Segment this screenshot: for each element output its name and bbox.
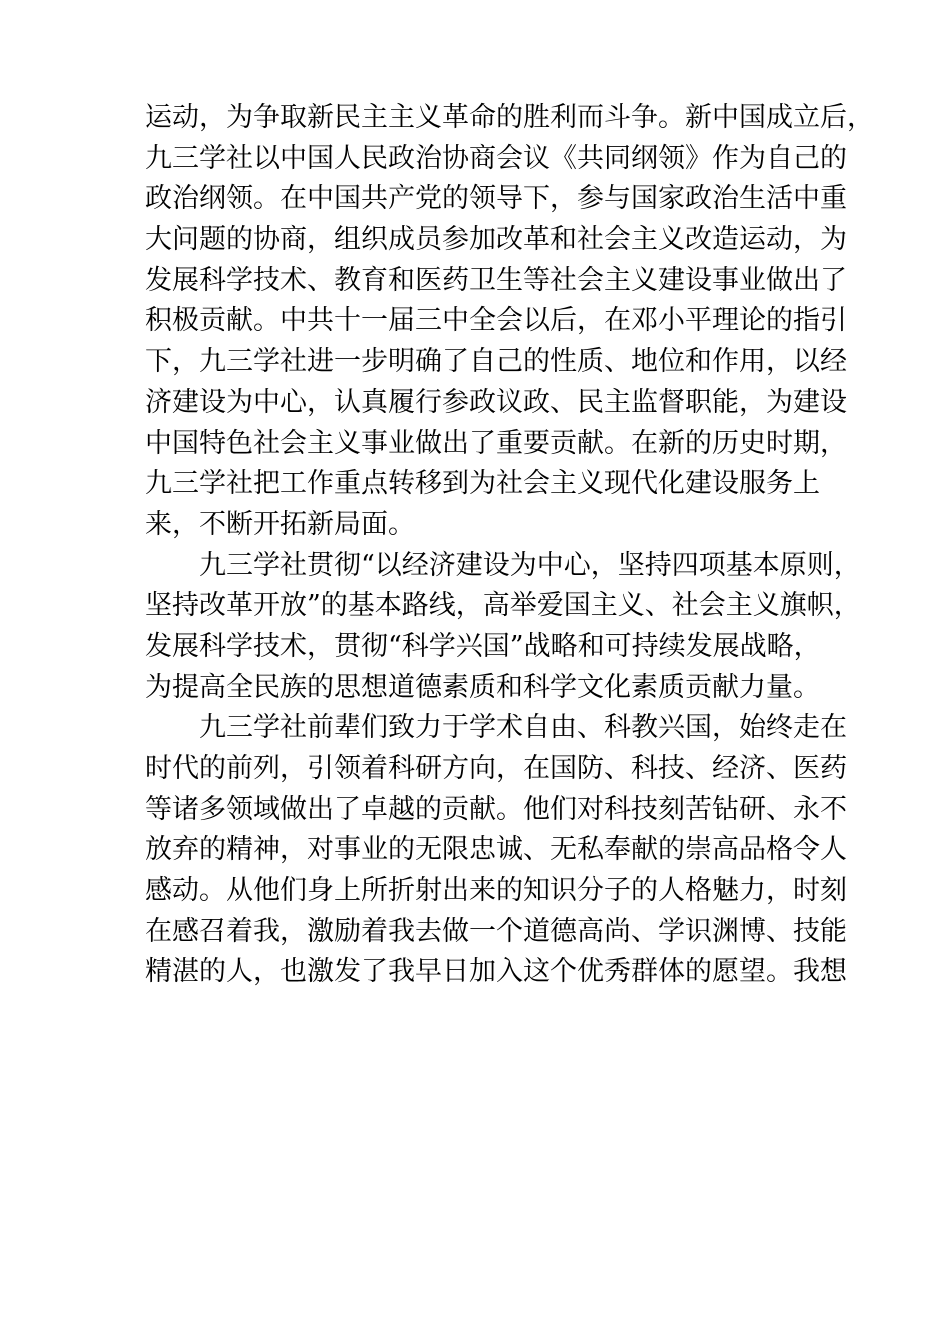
text-line: 九三学社贯彻“以经济建设为中心，坚持四项基本原则， [199, 549, 861, 581]
text-line: 下，九三学社进一步明确了自己的性质、地位和作用，以经 [145, 346, 847, 378]
text-line: 积极贡献。中共十一届三中全会以后，在邓小平理论的指引 [145, 305, 847, 337]
paragraph [145, 546, 861, 709]
text-line: 运动，为争取新民主主义革命的胜利而斗争。新中国成立后， [145, 102, 874, 133]
text-line: 中国特色社会主义事业做出了重要贡献。在新的历史时期， [145, 427, 847, 459]
document-body [145, 98, 874, 993]
text-line: 发展科学技术、教育和医药卫生等社会主义建设事业做出了 [145, 264, 847, 296]
text-line: 济建设为中心，认真履行参政议政、民主监督职能，为建设 [145, 386, 847, 418]
text-line: 在感召着我，激励着我去做一个道德高尚、学识渊博、技能 [145, 915, 847, 947]
paragraph [145, 98, 874, 546]
text-line: 九三学社把工作重点转移到为社会主义现代化建设服务上 [145, 468, 820, 500]
text-line: 放弃的精神，对事业的无限忠诚、无私奉献的崇高品格令人 [145, 834, 847, 866]
text-line: 坚持改革开放”的基本路线，高举爱国主义、社会主义旗帜， [145, 590, 861, 622]
text-line: 精湛的人，也激发了我早日加入这个优秀群体的愿望。我想 [145, 956, 847, 988]
text-line: 发展科学技术，贯彻“科学兴国”战略和可持续发展战略， [145, 630, 821, 662]
text-line: 时代的前列，引领着科研方向，在国防、科技、经济、医药 [145, 753, 847, 784]
text-line: 大问题的协商，组织成员参加改革和社会主义改造运动，为 [145, 224, 847, 256]
text-line: 九三学社以中国人民政治协商会议《共同纲领》作为自己的 [145, 142, 847, 174]
text-line: 九三学社前辈们致力于学术自由、科教兴国，始终走在 [199, 712, 847, 744]
text-line: 政治纲领。在中国共产党的领导下，参与国家政治生活中重 [145, 183, 847, 215]
text-line: 来，不断开拓新局面。 [145, 508, 415, 540]
text-line: 为提高全民族的思想道德素质和科学文化素质贡献力量。 [145, 671, 820, 703]
paragraph [145, 708, 847, 993]
text-line: 等诸多领域做出了卓越的贡献。他们对科技刻苦钻研、永不 [145, 793, 847, 825]
text-line: 感动。从他们身上所折射出来的知识分子的人格魅力，时刻 [145, 875, 847, 907]
